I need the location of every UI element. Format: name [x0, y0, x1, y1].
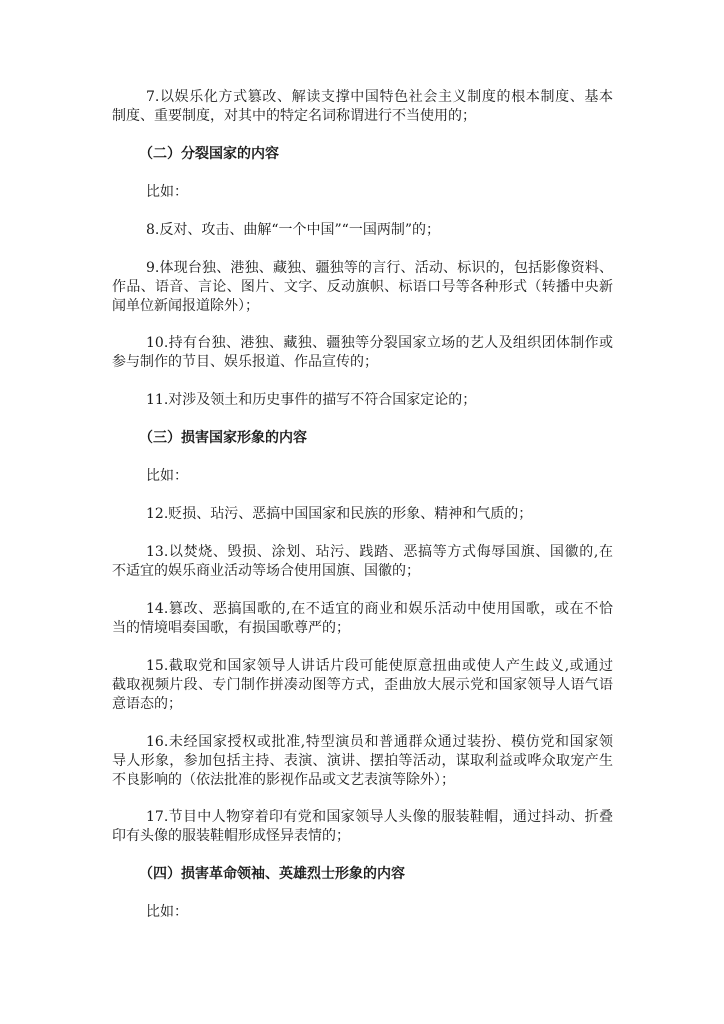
text-line: 当的情境唱奏国歌，有损国歌尊严的； [112, 619, 350, 636]
text-line: 14.篡改、恶搞国歌的,在不适宜的商业和娱乐活动中使用国歌，或在不恰 [146, 600, 613, 617]
list-item-10 [112, 334, 613, 372]
text-line: 8.反对、攻击、曲解“一个中国”“一国两制”的； [146, 221, 440, 238]
section-intro-4: 比如： [146, 904, 188, 921]
text-line: 不良影响的（依法批准的影视作品或文艺表演等除外）； [112, 771, 455, 788]
text-line: 印有头像的服装鞋帽形成怪异表情的； [112, 828, 350, 845]
text-line: 10.持有台独、港独、藏独、疆独等分裂国家立场的艺人及组织团体制作或 [146, 335, 613, 352]
section-heading-2: （二）分裂国家的内容 [139, 145, 279, 162]
document-page [112, 88, 613, 941]
text-line: 13.以焚烧、毁损、涂划、玷污、践踏、恶搞等方式侮辱国旗、国徽的,在 [146, 543, 613, 560]
text-line: 11.对涉及领土和历史事件的描写不符合国家定论的； [146, 392, 477, 409]
text-line: 不适宜的娱乐商业活动等场合使用国旗、国徽的； [112, 562, 420, 579]
list-item-13 [112, 543, 613, 581]
text-line: 17.节目中人物穿着印有党和国家领导人头像的服装鞋帽，通过抖动、折叠 [146, 809, 613, 826]
list-item-11 [112, 391, 613, 410]
list-item-14 [112, 600, 613, 638]
text-line: 9.体现台独、港独、藏独、疆独等的言行、活动、标识的，包括影像资料、 [146, 259, 613, 276]
text-line: 制度、重要制度，对其中的特定名词称谓进行不当使用的； [112, 108, 476, 124]
text-line: 截取视频片段、专门制作拼凑动图等方式，歪曲放大展示党和国家领导人语气语 [112, 676, 613, 693]
list-item-17 [112, 808, 613, 846]
section-heading-4: （四）损害革命领袖、英雄烈士形象的内容 [139, 866, 405, 883]
text-line: 作品、语音、言论、图片、文字、反动旗帜、标语口号等各种形式（转播中央新 [112, 278, 613, 295]
list-item-8 [112, 221, 613, 240]
list-item-12 [112, 505, 613, 524]
list-item-15 [112, 657, 613, 714]
text-line: 意语态的； [112, 695, 182, 712]
list-item-9 [112, 259, 613, 316]
section-intro-2: 比如： [146, 183, 188, 200]
list-item-7 [112, 88, 613, 126]
text-line: 导人形象，参加包括主持、表演、演讲、摆拍等活动，谋取利益或哗众取宠产生 [112, 752, 613, 769]
text-line: 16.未经国家授权或批准,特型演员和普通群众通过装扮、模仿党和国家领 [146, 733, 613, 750]
section-heading-3: （三）损害国家形象的内容 [139, 430, 307, 447]
text-line: 参与制作的节目、娱乐报道、作品宣传的； [112, 354, 378, 371]
text-line: 7.以娱乐化方式篡改、解读支撑中国特色社会主义制度的根本制度、基本 [146, 89, 613, 105]
text-line: 12.贬损、玷污、恶搞中国国家和民族的形象、精神和气质的； [146, 506, 533, 523]
text-line: 15.截取党和国家领导人讲话片段可能使原意扭曲或使人产生歧义,或通过 [146, 657, 613, 674]
text-line: 闻单位新闻报道除外）； [112, 297, 259, 314]
section-intro-3: 比如： [146, 468, 188, 485]
list-item-16 [112, 733, 613, 790]
